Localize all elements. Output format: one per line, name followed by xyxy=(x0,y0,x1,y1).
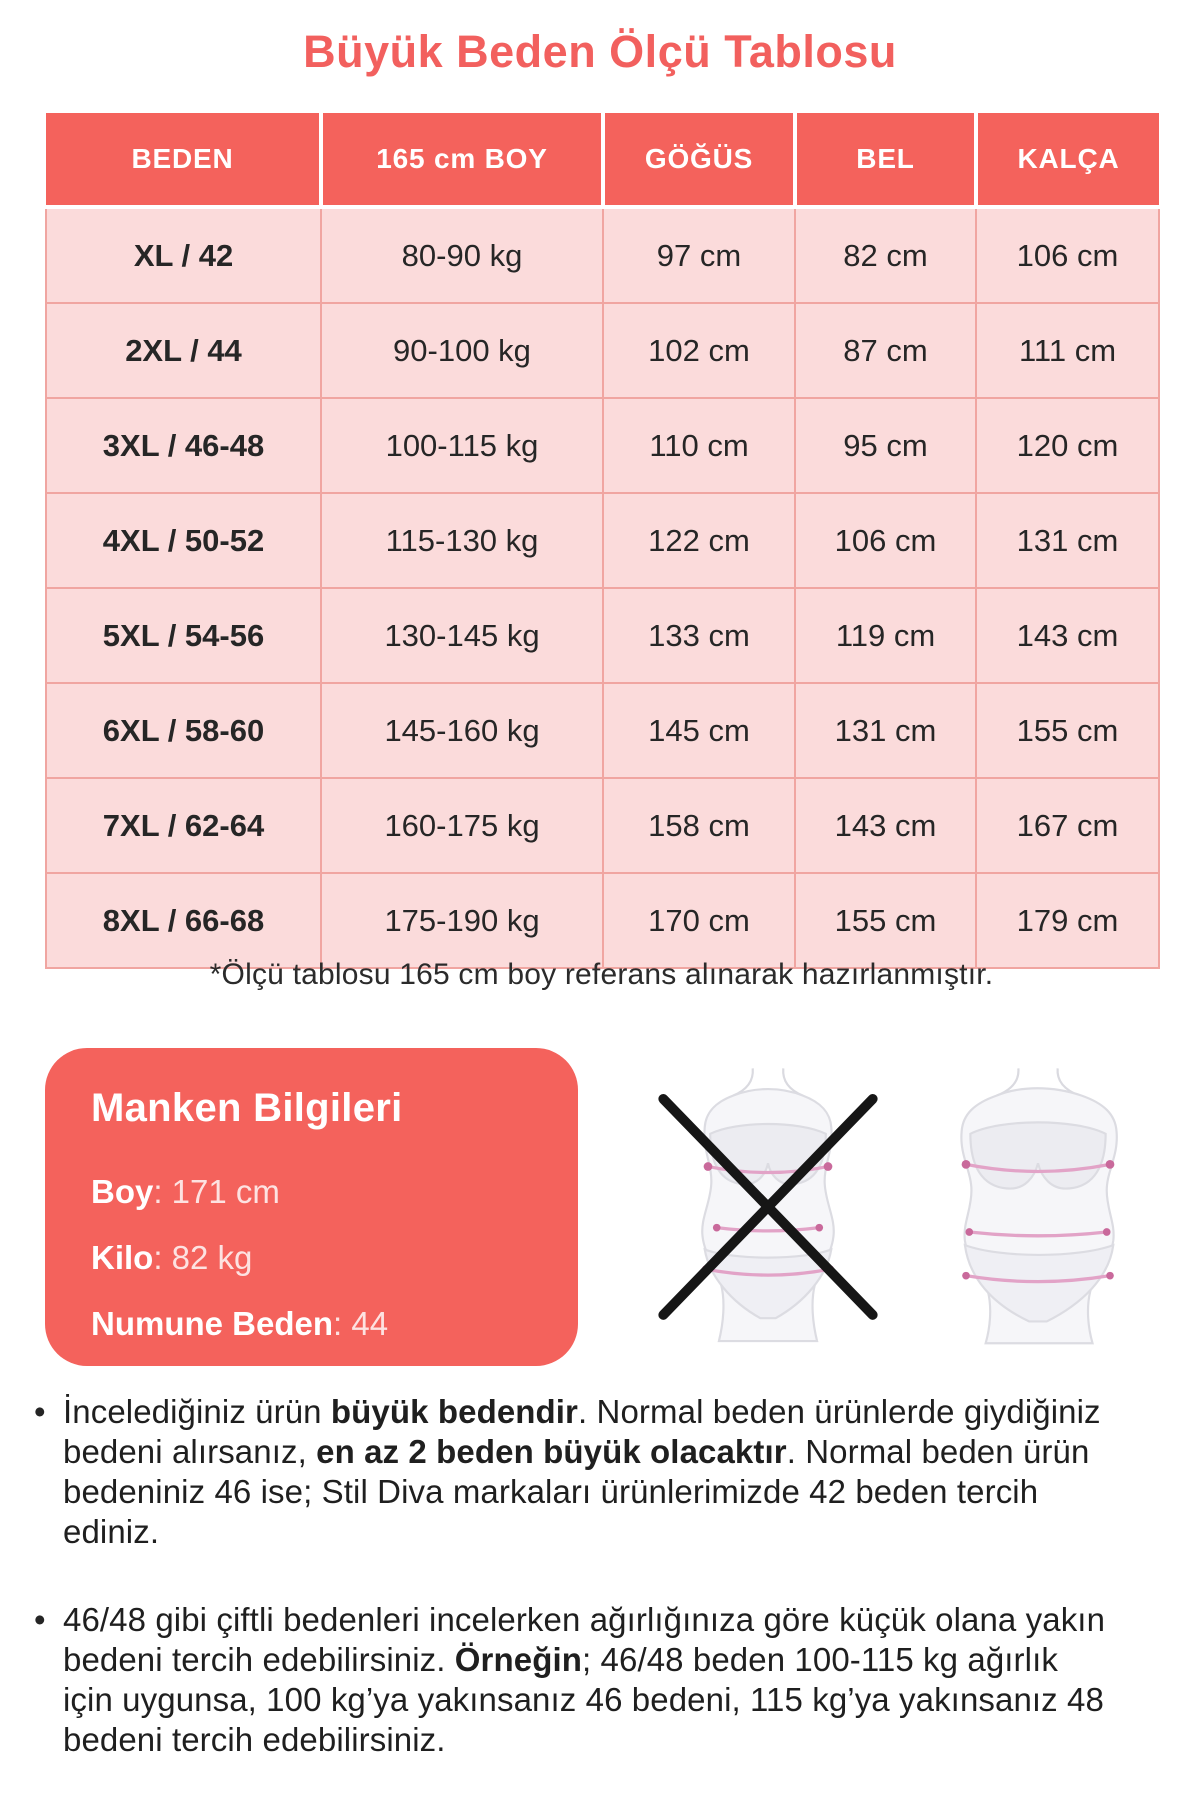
measurement-cell: 155 cm xyxy=(795,873,976,968)
table-row xyxy=(46,778,1159,873)
size-cell: 8XL / 66-68 xyxy=(46,873,321,968)
measurement-cell: 145 cm xyxy=(603,683,795,778)
plus-panty xyxy=(965,1245,1113,1321)
size-table-header xyxy=(46,113,1159,207)
model-info-title: Manken Bilgileri xyxy=(91,1086,403,1130)
measurement-cell: 95 cm xyxy=(795,398,976,493)
measurement-cell: 170 cm xyxy=(603,873,795,968)
size-table-body xyxy=(46,207,1159,968)
size-chart-table xyxy=(45,113,1160,969)
note-item xyxy=(34,1600,1154,1760)
measurement-cell: 175-190 kg xyxy=(321,873,603,968)
measurement-cell: 110 cm xyxy=(603,398,795,493)
size-cell: 5XL / 54-56 xyxy=(46,588,321,683)
table-row xyxy=(46,873,1159,968)
table-row xyxy=(46,683,1159,778)
table-row xyxy=(46,303,1159,398)
measurement-cell: 131 cm xyxy=(976,493,1159,588)
bullet-marker: • xyxy=(34,1601,46,1638)
model-info-field: Boy: 171 cm xyxy=(91,1173,280,1210)
model-info-field: Numune Beden: 44 xyxy=(91,1305,389,1342)
measurement-cell: 145-160 kg xyxy=(321,683,603,778)
measurement-cell: 119 cm xyxy=(795,588,976,683)
measurement-cell: 133 cm xyxy=(603,588,795,683)
table-row xyxy=(46,398,1159,493)
size-cell: XL / 42 xyxy=(46,207,321,303)
table-row xyxy=(46,588,1159,683)
model-info-field: Kilo: 82 kg xyxy=(91,1239,253,1276)
model-info-fields xyxy=(91,1159,548,1357)
note-item-text: İncelediğiniz ürün büyük bedendir. Normal beden ürünlerde giydiğiniz bedeni alırsanız, en az 2 beden büyük olacaktır. Normal beden ürün bedeniniz 46 ise; Stil Diva markaları ürünlerimizde 42 beden tercih ediniz. xyxy=(63,1393,1101,1550)
header-cell-kalca: KALÇA xyxy=(976,113,1159,207)
measurement-cell: 120 cm xyxy=(976,398,1159,493)
measurement-figures xyxy=(648,1058,1158,1368)
bullet-marker: • xyxy=(34,1393,46,1430)
header-cell-beden: BEDEN xyxy=(46,113,321,207)
table-row xyxy=(46,493,1159,588)
page-title: Büyük Beden Ölçü Tablosu xyxy=(303,26,897,77)
measurement-cell: 97 cm xyxy=(603,207,795,303)
table-footnote: *Ölçü tablosu 165 cm boy referans alınarak hazırlanmıştır. xyxy=(209,958,994,991)
measurement-cell: 100-115 kg xyxy=(321,398,603,493)
model-info-box xyxy=(45,1048,578,1366)
header-cell-boy: 165 cm BOY xyxy=(321,113,603,207)
header-cell-gogus: GÖĞÜS xyxy=(603,113,795,207)
size-cell: 4XL / 50-52 xyxy=(46,493,321,588)
measurement-cell: 158 cm xyxy=(603,778,795,873)
measurement-cell: 179 cm xyxy=(976,873,1159,968)
measurement-cell: 87 cm xyxy=(795,303,976,398)
measurement-cell: 131 cm xyxy=(795,683,976,778)
measurement-cell: 111 cm xyxy=(976,303,1159,398)
measurement-cell: 130-145 kg xyxy=(321,588,603,683)
size-cell: 3XL / 46-48 xyxy=(46,398,321,493)
measurement-cell: 82 cm xyxy=(795,207,976,303)
measurement-cell: 80-90 kg xyxy=(321,207,603,303)
measurement-cell: 106 cm xyxy=(976,207,1159,303)
size-cell: 7XL / 62-64 xyxy=(46,778,321,873)
table-row xyxy=(46,207,1159,303)
measurement-cell: 155 cm xyxy=(976,683,1159,778)
note-item xyxy=(34,1392,1154,1552)
measurement-cell: 143 cm xyxy=(795,778,976,873)
notes-list xyxy=(34,1392,1154,1808)
measurement-cell: 122 cm xyxy=(603,493,795,588)
plus-size-figure-illustration xyxy=(918,1058,1158,1358)
measurement-cell: 167 cm xyxy=(976,778,1159,873)
measurement-cell: 160-175 kg xyxy=(321,778,603,873)
measurement-cell: 115-130 kg xyxy=(321,493,603,588)
measurement-cell: 106 cm xyxy=(795,493,976,588)
measurement-cell: 102 cm xyxy=(603,303,795,398)
slim-figure-crossed-illustration xyxy=(648,1058,888,1358)
header-row xyxy=(46,113,1159,207)
size-cell: 6XL / 58-60 xyxy=(46,683,321,778)
header-cell-bel: BEL xyxy=(795,113,976,207)
measurement-cell: 90-100 kg xyxy=(321,303,603,398)
size-cell: 2XL / 44 xyxy=(46,303,321,398)
note-item-text: 46/48 gibi çiftli bedenleri incelerken ağırlığınıza göre küçük olana yakın bedeni tercih edebilirsiniz. Örneğin; 46/48 beden 100-115 kg ağırlık için uygunsa, 100 kg’ya yakınsanız 46 bedeni, 115 kg’ya yakınsanız 48 bedeni tercih edebilirsiniz. xyxy=(63,1601,1106,1758)
measurement-cell: 143 cm xyxy=(976,588,1159,683)
